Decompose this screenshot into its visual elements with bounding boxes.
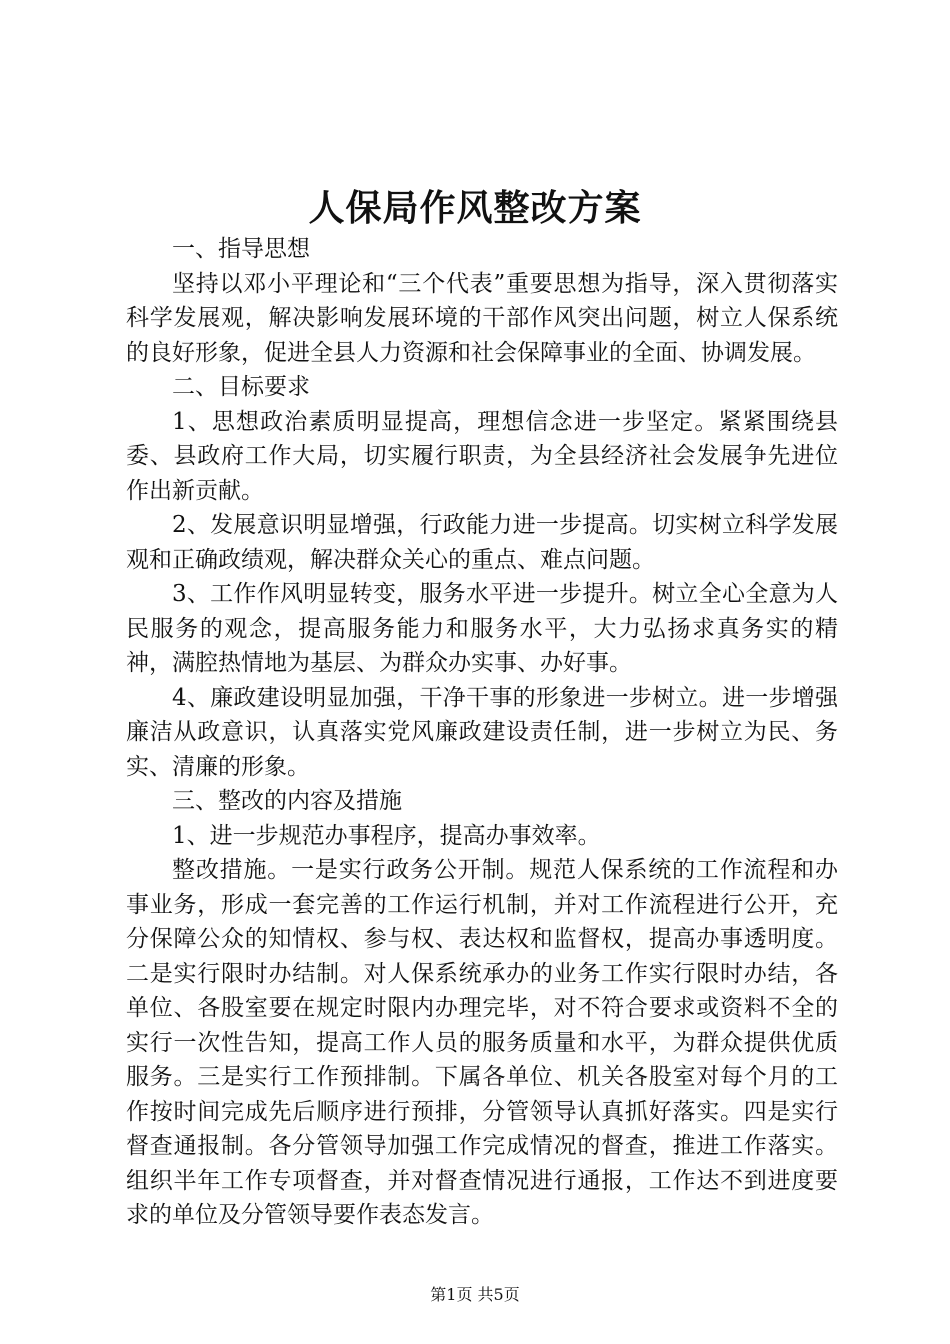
document-body [126,232,838,1233]
paragraph-goal-4: 4、廉政建设明显加强，干净干事的形象进一步树立。进一步增强廉洁从政意识，认真落实党风廉政建设责任制，进一步树立为民、务实、清廉的形象。 [126,684,838,780]
paragraph-goal-1: 1、思想政治素质明显提高，理想信念进一步坚定。紧紧围绕县委、县政府工作大局，切实履行职责，为全县经济社会发展争先进位作出新贡献。 [126,408,838,504]
page-footer: 第1页 共5页 [430,1285,520,1304]
section-heading-goals: 二、目标要求 [172,374,310,400]
paragraph-goal-2: 2、发展意识明显增强，行政能力进一步提高。切实树立科学发展观和正确政绩观，解决群众关心的重点、难点问题。 [126,512,838,573]
document-title: 人保局作风整改方案 [308,187,642,229]
paragraph-measure-1: 1、进一步规范办事程序，提高办事效率。 [172,822,601,849]
paragraph-measure-details: 整改措施。一是实行政务公开制。规范人保系统的工作流程和办事业务，形成一套完善的工作运行机制，并对工作流程进行公开，充分保障公众的知情权、参与权、表达权和监督权，提高办事透明度。二是实行限时办结制。对人保系统承办的业务工作实行限时办结，各单位、各股室要在规定时限内办理完毕，对不符合要求或资料不全的实行一次性告知，提高工作人员的服务质量和水平，为群众提供优质服务。三是实行工作预排制。下属各单位、机关各股室对每个月的工作按时间完成先后顺序进行预排，分管领导认真抓好落实。四是实行督查通报制。各分管领导加强工作完成情况的督查，推进工作落实。组织半年工作专项督查，并对督查情况进行通报，工作达不到进度要求的单位及分管领导要作表态发言。 [126,857,838,1228]
section-heading-guiding-thought: 一、指导思想 [172,236,310,262]
paragraph-guiding-thought: 坚持以邓小平理论和“三个代表”重要思想为指导，深入贯彻落实科学发展观，解决影响发展环境的干部作风突出问题，树立人保系统的良好形象，促进全县人力资源和社会保障事业的全面、协调发展。 [126,270,838,366]
section-heading-measures: 三、整改的内容及措施 [172,788,402,814]
paragraph-goal-3: 3、工作作风明显转变，服务水平进一步提升。树立全心全意为人民服务的观念，提高服务能力和服务水平，大力弘扬求真务实的精神，满腔热情地为基层、为群众办实事、办好事。 [126,581,838,676]
